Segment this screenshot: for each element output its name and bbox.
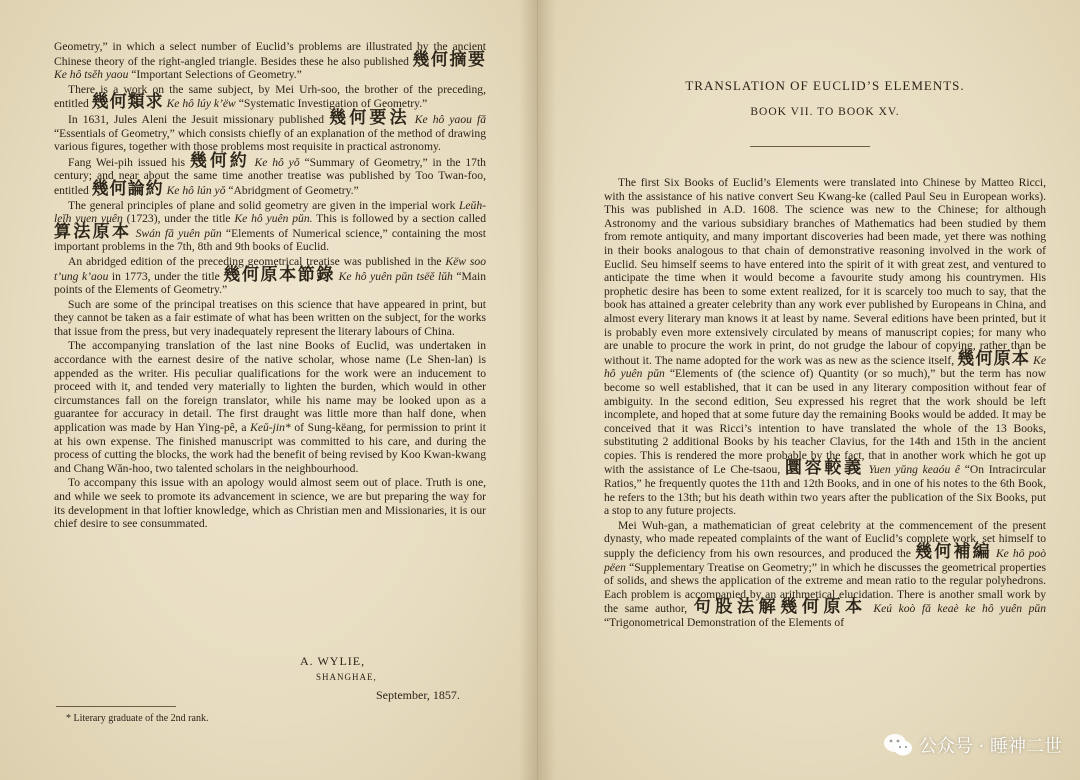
- text-run: in 1773, under the title: [108, 269, 224, 283]
- text-run: “Systematic Investigation of Geometry.”: [235, 97, 428, 111]
- text-run: Geometry,” in which a select number of Euclid’s problems are illustrated by the ancient Chinese theory of the right-angled triangle. Besides these he also published: [54, 40, 486, 68]
- body-paragraph: [54, 40, 486, 82]
- text-run: Fang Wei-pih issued his: [68, 155, 190, 169]
- romanized-title: Keŭ-jin*: [250, 421, 291, 435]
- text-run: “Elements of Numerical science,” containing the most important problems in the 7th, 8th and 9th books of Euclid.: [54, 226, 487, 254]
- body-paragraph: [54, 199, 486, 254]
- body-paragraph: [54, 298, 486, 339]
- body-paragraph: [604, 176, 1046, 518]
- watermark-text: 公众号 · 睡神二世: [918, 736, 1062, 757]
- body-paragraph: [54, 476, 486, 530]
- chinese-title: 幾何論約: [91, 178, 164, 199]
- text-run: The first Six Books of Euclid’s Elements were translated into Chinese by Matteo Ricci, with the assistance of his native convert Seu Kwang-ke (called Paul Seu in European works). This was published in A.D. 1608. The science was new to the Chinese; for although Astronomy and the various subsidiary branches of Mathematics had been studied by them from remote antiquity, and many important discoveries had been made, yet there was nothing in their books analogous to that chain of demonstrative reasoning involved in the work of Euclid. Seu himself seems to have entered into the spirit of it with great zest, and ventured to anticipate the time when it would become a favourite study among his countrymen. His prophetic desire has been to some extent realized, for it is scarcely too much to say, that the book has attained a greater celebrity than any work ever published by Europeans in China, and almost every literary man knows it at least by name. Several editions have been printed, but it is probably even more extensively circulated by means of manuscript copies; for many who are unable to procure the work in print, do not grudge the labour of copying, rather than be without it. The name adopted for the work was as new as the science itself,: [604, 176, 1046, 367]
- text-run: of Sung-këang, for permission to print it at his own expense. The finished manuscript was committed to his care, and during the process of cutting the blocks, the work had the benefit of being revised by Koo Kwan-kwang and Chang Wăn-hoo, two talented scholars in the neighbourhood.: [54, 421, 486, 475]
- chinese-title: 幾何摘要: [412, 49, 487, 70]
- romanized-title: Ke hô yuên pŭn.: [234, 212, 313, 226]
- chinese-title: 句股法解幾何原本: [693, 597, 867, 618]
- wechat-icon: [883, 732, 913, 758]
- chinese-title: 圜容較義: [784, 458, 864, 479]
- body-paragraph: [54, 150, 486, 199]
- chinese-title: 幾何要法: [329, 107, 410, 128]
- text-run: The accompanying translation of the last nine Books of Euclid, was undertaken in accordance with the earnest desire of the native scholar, whose name (Le Shen-lan) is appended as the writer. His peculiar qualifications for the work were an inducement to proceed with it, and tended very materially to lighten the burden, which would in other circumstances fall on the foreign translator, while his name may be looked upon as a guarantee for accuracy in detail. The first draught was little more than half done, when application was made by Han Ying-pê, a: [54, 339, 486, 435]
- signature-place: SHANGHAE,: [316, 672, 377, 682]
- footnote-rule: [56, 706, 176, 707]
- text-run: “Essentials of Geometry,” which consists chiefly of an explanation of the method of drawing various figures, together with those problems most requisite in practical astronomy.: [54, 126, 486, 154]
- text-run: “Important Selections of Geometry.”: [128, 68, 302, 82]
- romanized-title: Ke hô tsĕh yaou: [54, 68, 129, 82]
- romanized-title: Ke hô poò pëen: [604, 547, 1047, 574]
- heading-rule: [750, 146, 870, 147]
- text-run: “Supplementary Treatise on Geometry;” in which he discusses the geometrical properties of solids, and shews the application of the extreme and mean ratio to the regular polyhedrons. Each problem is accompanied by an arithmetical elucidation. There is another small work by the same author,: [604, 560, 1046, 616]
- text-run: An abridged edition of the preceding geometrical treatise was published in the: [68, 254, 446, 268]
- running-head: TRANSLATION OF EUCLID’S ELEMENTS.: [685, 78, 965, 93]
- text-run: This is followed by a section called: [312, 212, 486, 226]
- romanized-title: Yuen yŭng keaóu ê: [863, 463, 961, 477]
- left-page-body: [54, 40, 486, 532]
- chinese-title: 幾何類求: [91, 92, 164, 113]
- footnote: * Literary graduate of the 2nd rank.: [66, 713, 209, 724]
- romanized-title: Swán fă yuên pŭn: [131, 226, 222, 240]
- romanized-title: Ke hô yuên pŭn tsëĕ lŭh: [335, 269, 453, 283]
- author-signature: A. WYLIE,: [300, 654, 366, 668]
- text-run: “Trigonometrical Demonstration of the Elements of: [604, 616, 845, 629]
- body-paragraph: [54, 83, 486, 111]
- body-paragraph: [604, 519, 1046, 630]
- text-run: In 1631, Jules Aleni the Jesuit missionary published: [68, 112, 330, 126]
- chinese-title: 幾何補編: [915, 542, 992, 563]
- chinese-title: 幾何原本節錄: [223, 264, 336, 285]
- right-page-body: [604, 176, 1046, 631]
- text-run: “Abridgment of Geometry.”: [225, 183, 359, 197]
- body-paragraph: [54, 255, 486, 297]
- text-run: There is a work on the same subject, by Mei Urh-soo, the brother of the preceding, entitled: [54, 82, 486, 111]
- text-run: Mei Wuh-gan, a mathematician of great celebrity at the commencement of the present dynasty, who made repeated complaints of the want of Euclid’s complete work, set himself to supply the deficiency from his own resources, and produced the: [604, 518, 1046, 561]
- text-run: “Summary of Geometry,” in the 17th century; and near about the same time another treatise was published by Too Twan-foo, entitled: [54, 155, 486, 197]
- chinese-title: 幾何原本: [957, 348, 1031, 369]
- section-subhead: BOOK VII. TO BOOK XV.: [750, 106, 900, 118]
- romanized-title: Ke hô yaou fă: [409, 112, 487, 126]
- body-paragraph: [54, 339, 486, 475]
- romanized-title: Ke hô yŏ: [249, 155, 300, 169]
- romanized-title: Këw soo t’ung k’aou: [54, 254, 486, 283]
- watermark: [883, 732, 1062, 758]
- romanized-title: Leŭh-leĭh yuen yuên: [54, 198, 486, 226]
- text-run: “On Intracircular Ratios,” he frequently quotes the 11th and 12th Books, and in one of his notes to the 6th Book, he refers to the 13th; but his death within two years after the publication of the Six Books, put a stop to any future projects.: [604, 463, 1046, 518]
- text-run: “Elements of (the science of) Quantity (or so much),” but the term has now become so well established, that it can be used in any literary composition without fear of ambiguity. In the second edition, Seu expressed his regret that the work should be left incomplete, and hoped that at some future day the remaining Books would be added. It may be conceived that it was Ricci’s intention to have translated the whole of the 13 Books, substituting 2 additional Books by his teacher Clavius, for the 14th and 15th in the ancient copies. This is rendered the more probable by the fact, that in another work which he got up with the assistance of Le Che-tsaou,: [604, 367, 1047, 477]
- romanized-title: Ke hô lúy k’ëw: [163, 97, 236, 111]
- left-page: [0, 0, 538, 780]
- text-run: Such are some of the principal treatises on this science that have appeared in print, but they cannot be taken as a fair estimate of what has been written on the subject, for the works that issue from the press, but very inadequately represent the literary labours of China.: [54, 297, 486, 338]
- text-run: The general principles of plane and solid geometry are given in the imperial work: [68, 198, 459, 212]
- right-page: [538, 0, 1080, 780]
- page-gutter-shadow: [519, 0, 537, 780]
- signature-date: September, 1857.: [376, 688, 460, 702]
- page-gutter-shadow: [538, 0, 556, 780]
- romanized-title: Ke hô lún yŏ: [163, 183, 226, 197]
- chinese-title: 幾何約: [189, 150, 250, 171]
- body-paragraph: [54, 107, 487, 154]
- text-run: To accompany this issue with an apology would almost seem out of place. Truth is one, and while we seek to promote its advancement in science, we are but preparing the way for its development in that loftier knowledge, which as Christian men and Missionaries, it is our chief desire to see consummated.: [54, 476, 486, 531]
- text-run: (1723), under the title: [122, 212, 235, 226]
- romanized-title: Ke hô yuên pŭn: [604, 353, 1046, 381]
- text-run: “Main points of the Elements of Geometry.”: [54, 269, 486, 297]
- romanized-title: Keú koò fă keaè ke hô yuên pŭn: [866, 602, 1046, 616]
- chinese-title: 算法原本: [54, 221, 132, 242]
